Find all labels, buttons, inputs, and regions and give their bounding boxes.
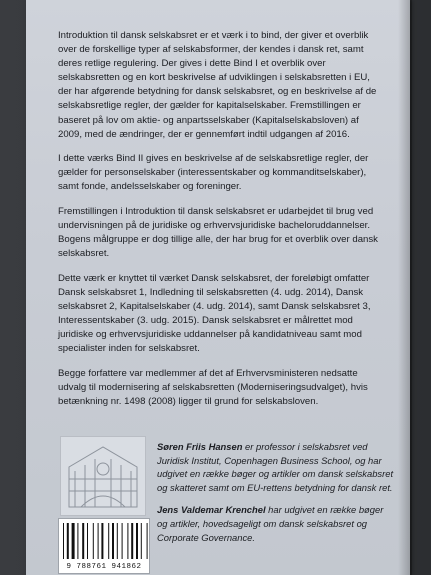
- blurb-text: [58, 29, 380, 420]
- barcode-bar: [87, 523, 88, 559]
- isbn-number: 9 788761 941862: [66, 563, 142, 571]
- blurb-paragraph-2: I dette værks Bind II gives en beskrivelse af de selskabsretlige regler, der gælder for personselskaber (interessentskaber og kommanditselskaber), samt fonde, andelsselskaber og foreninger.: [58, 153, 369, 193]
- author-bio-1: [157, 440, 395, 494]
- barcode-bar: [63, 523, 64, 559]
- author-name-2: Jens Valdemar Krenchel: [157, 504, 266, 516]
- barcode-bar: [147, 523, 148, 559]
- barcode-bar: [117, 523, 118, 559]
- blurb-paragraph-4: Dette værk er knyttet til værket Dansk selskabsret, der foreløbigt omfatter Dansk selskabsret 1, Indledning til selskabsretten (4. udg. 2014), Dansk selskabsret 2, Kapitalselskaber (4. udg. 2014), samt Dansk selskabsret 3, Interessentskaber (3. udg. 2015). Dansk selskabsret er målrettet mod juridiske og erhvervsjuridiske uddannelser på kandidatniveau samt mod specialister inden for selskabsret.: [58, 272, 371, 355]
- barcode-bar: [98, 523, 99, 559]
- blurb-paragraph-1: Introduktion til dansk selskabsret er et værk i to bind, der giver et overblik over de forskellige typer af selskabsformer, der kendes i dansk ret, samt deres retlige regulering. Der gives i dette Bind I et overblik over selskabsretten og en kort beskrivelse af udviklingen i selskabsretten i EU, der har afgørende betydning for dansk selskabsret, og en beskrivelse af de selskabsretlige regler, der gælder for kapitalselskaber. Fremstillingen er baseret på lov om aktie- og anpartsselskaber (Kapitalselskabsloven) af 2009, med de ændringer, der er gennemført indtil udgangen af 2016.: [58, 30, 377, 140]
- cover-edge-shadow: [398, 0, 412, 575]
- publisher-logo-image: [60, 436, 146, 516]
- barcode-bar: [101, 523, 103, 559]
- barcode-bar: [93, 523, 94, 559]
- barcode-bar: [141, 523, 142, 559]
- barcode-bar: [67, 523, 69, 559]
- barcode-bar: [112, 523, 114, 559]
- author-bios: [157, 440, 395, 553]
- barcode-bar: [82, 523, 84, 559]
- barcode-bar: [131, 523, 133, 559]
- barcode-bar: [122, 523, 123, 559]
- author-description-2: har udgivet en række bøger og artikler, hovedsageligt om dansk selskabsret og Corporate Governance.: [157, 504, 384, 543]
- isbn-barcode: [58, 518, 150, 574]
- barcode-bar: [127, 523, 128, 559]
- author-description-1: er professor i selskabsret ved Juridisk Institut, Copenhagen Business School, og har udgivet en række bøger og artikler om dansk selskabsret og skatteret samt om EU-rettens betydning for dansk ret.: [157, 441, 394, 493]
- author-panel: [50, 432, 394, 575]
- barcode-bar: [136, 523, 138, 559]
- author-bio-2: [157, 503, 395, 544]
- barcode-bar: [77, 523, 78, 559]
- blurb-paragraph-3: Fremstillingen i Introduktion til dansk selskabsret er udarbejdet til brug ved undervisningen på de juridiske og erhvervsjuridiske bacheloruddannelser. Bogens målgruppe er dog tillige alle, der har brug for et overblik over dansk selskabsret.: [58, 206, 378, 260]
- author-name-1: Søren Friis Hansen: [157, 441, 243, 452]
- barcode-bar: [108, 523, 109, 559]
- barcode-bars-icon: [59, 521, 149, 561]
- barcode-bar: [72, 523, 75, 559]
- blurb-paragraph-5: Begge forfattere var medlemmer af det af Erhvervsministeren nedsatte udvalg til modernisering af selskabsretten (Moderniseringsudvalget), hvis betænkning nr. 1498 (2008) ligger til grund for selskabsloven.: [58, 367, 368, 408]
- building-illustration-icon: [61, 437, 145, 515]
